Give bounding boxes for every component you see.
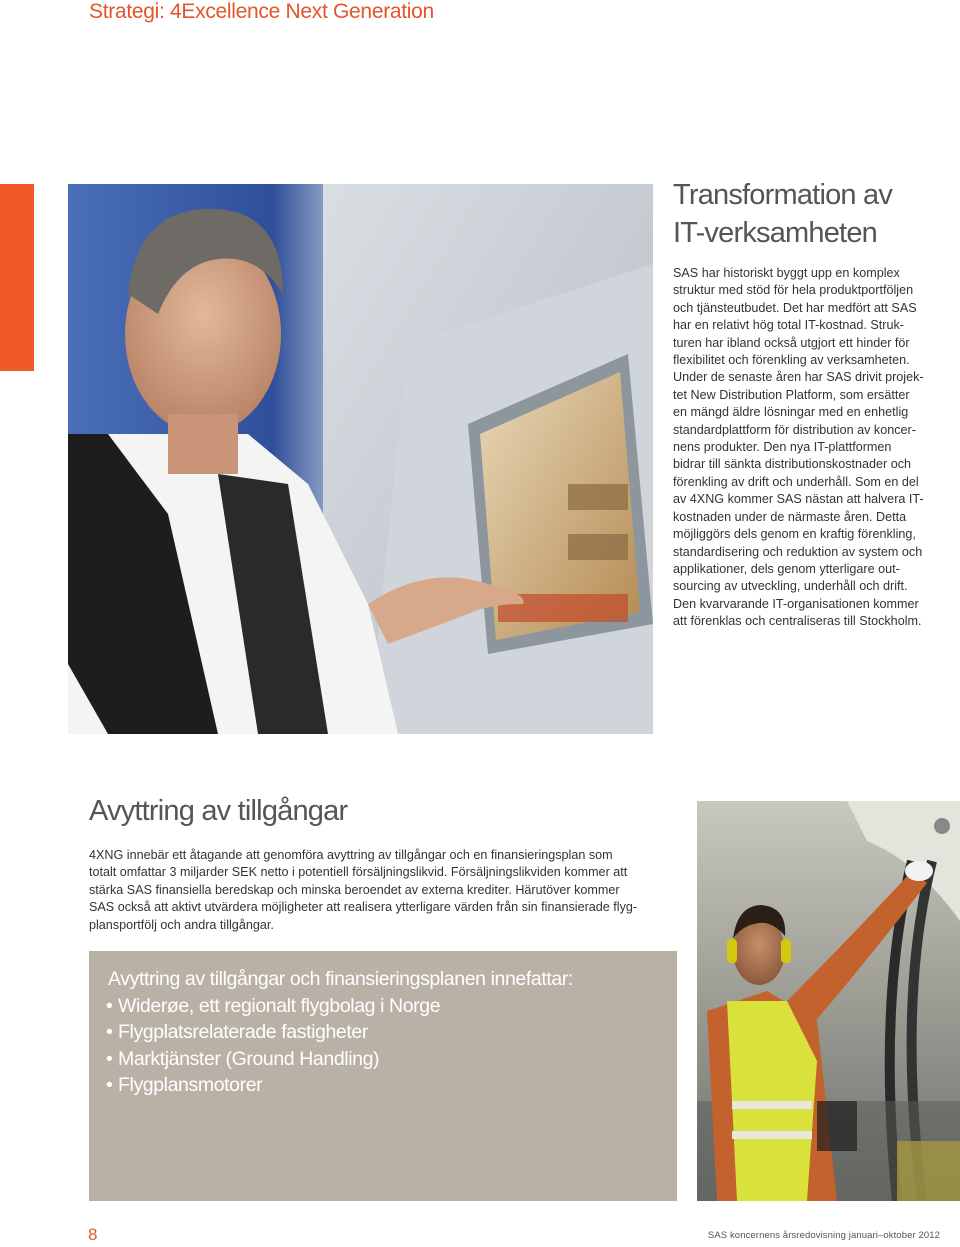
bullet-icon: •: [106, 995, 113, 1017]
bullet-icon: •: [106, 1073, 113, 1096]
paragraph-transformation: [673, 265, 953, 631]
text-line: en mängd äldre lösningar med en enhetlig: [673, 405, 909, 420]
section-heading-avyttring: Avyttring av tillgångar: [89, 795, 348, 827]
list-item: [106, 1046, 440, 1072]
text-line: plansportfölj och andra tillgångar.: [89, 917, 274, 932]
text-line: förenkling av drift och underhåll. Som en del: [673, 474, 919, 489]
text-line: SAS också att aktivt utvärdera möjligheter att realisera ytterligare värden från sin finansierade flyg-: [89, 900, 638, 915]
text-line: bidrar till sänkta distributionskostnader och: [673, 457, 912, 472]
paragraph-avyttring: [89, 847, 679, 934]
heading-line: Transformation av: [673, 179, 893, 211]
photo-ground-crew-worker: [697, 801, 960, 1201]
list-item-label: Widerøe, ett regionalt flygbolag i Norge: [118, 995, 441, 1017]
list-item-label: Flygplatsrelaterade fastigheter: [118, 1021, 368, 1044]
photo-man-at-kiosk: [68, 184, 653, 734]
text-line: och tjänsteutbudet. Det har medfört att SAS: [673, 300, 917, 315]
text-line: kostnaden under de närmaste åren. Detta: [673, 509, 907, 524]
orange-accent-bar: [0, 184, 34, 371]
list-item: [106, 993, 440, 1019]
page-header-title: Strategi: 4Excellence Next Generation: [89, 0, 434, 23]
text-line: sourcing av utveckling, underhåll och drift.: [673, 579, 908, 594]
text-line: SAS har historiskt byggt upp en komplex: [673, 266, 900, 280]
text-line: 4XNG innebär ett åtagande att genomföra avyttring av tillgångar och en finansieringsplan som: [89, 848, 613, 862]
text-line: Under de senaste åren har SAS drivit projek-: [673, 370, 924, 385]
heading-line: IT-verksamheten: [673, 217, 877, 249]
text-line: att förenklas och centraliseras till Stockholm.: [673, 614, 922, 629]
text-line: struktur med stöd för hela produktportföljen: [673, 283, 914, 298]
text-line: flexibilitet och förenkling av verksamheten.: [673, 353, 910, 368]
text-line: stärka SAS finansiella beredskap och minska beroendet av externa krediter. Härutöver kommer: [89, 882, 620, 897]
info-box-title: Avyttring av tillgångar och finansieringsplanen innefattar:: [108, 968, 573, 990]
text-line: standardisering och reduktion av system och: [673, 544, 923, 559]
list-item: [106, 1019, 440, 1045]
list-item: [106, 1072, 440, 1098]
text-line: turen har ibland också utgjort ett hinder för: [673, 335, 910, 350]
text-line: applikationer, dels genom ytterligare out-: [673, 561, 900, 576]
bullet-icon: •: [106, 1047, 113, 1070]
text-line: nens produkter. Den nya IT-plattformen: [673, 440, 892, 455]
text-line: av 4XNG kommer SAS nästan att halvera IT-: [673, 492, 924, 507]
info-box-divestments: [89, 951, 677, 1201]
text-line: har en relativt hög total IT-kostnad. Struk-: [673, 318, 904, 333]
section-heading-transformation: [673, 176, 953, 252]
text-line: Den kvarvarande IT-organisationen kommer: [673, 596, 919, 611]
page-number: 8: [88, 1225, 98, 1244]
list-item-label: Marktjänster (Ground Handling): [118, 1047, 380, 1070]
info-box-list: [106, 993, 440, 1098]
text-line: tet New Distribution Platform, som ersätter: [673, 387, 910, 402]
text-line: möjliggörs dels genom en kraftig förenkling,: [673, 527, 916, 542]
footer-publication-title: SAS koncernens årsredovisning januari–oktober 2012: [707, 1230, 940, 1241]
bullet-icon: •: [106, 1021, 113, 1044]
text-line: standardplattform för distribution av koncer-: [673, 422, 916, 437]
list-item-label: Flygplansmotorer: [118, 1073, 263, 1096]
text-line: totalt omfattar 3 miljarder SEK netto i potentiell försäljningslikvid. Försäljningslikviden kommer att: [89, 865, 628, 880]
